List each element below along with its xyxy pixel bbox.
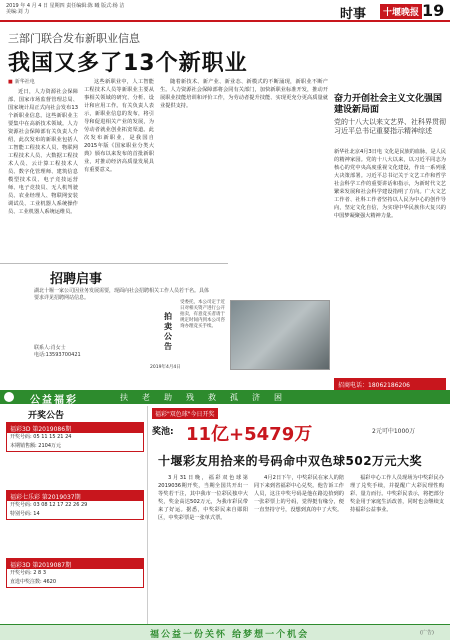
lottery-article-col-2-text: 4月2日下午，中奖彩民在家人的陪同下来到省福彩中心兑奖。他告诉工作人员，这注中奖号码是他在路边拾到的一张彩票上的号码，觉得挺有缘分，便一直坚持守号，没想到真的中了大奖。 [254, 475, 344, 513]
header-section: 时事 [340, 7, 367, 22]
lottery-banner-title: 公益福彩 [30, 395, 78, 406]
lottery-results-title: 开奖公告 [28, 411, 65, 421]
lottery-article-col-2 [254, 474, 344, 622]
article-col-3-text: 随着新技术、新产业、新业态、新模式的不断涌现，新职业不断产生。人力资源社会保障部将会同有关部门，加快新职业标准开发，推动开展职业技能培训和评价工作，为劳动者提升技能、实现更充分更高质量就业提供支持。 [160, 79, 328, 109]
lottery-result-box [6, 422, 144, 452]
lottery-result-row: 直选中奖注数: 4620 [10, 579, 56, 585]
article-col-1 [8, 78, 78, 258]
jackpot-prefix: 奖池: [152, 427, 174, 437]
recruitment-body: 湖北十堰一家公司因业务发展需要，现面向社会招聘相关工作人员若干名。具体要求详见招聘网站信息。 [34, 288, 210, 301]
lottery-result-head: 福彩3D 第2019087期 [7, 559, 143, 569]
auction-notice-body: 受委托，本公司定于近日对相关资产进行公开拍卖，有意竞买者请于规定时间内到本公司咨询办理竞买手续。 [180, 300, 225, 329]
article-byline: ■ 新华社电 [8, 78, 78, 86]
lottery-article-col-1-text: 3月31日晚，福彩双色球第2019036期开奖，当期全国共开出一等奖若干注，其中我市一位彩民独中大奖，奖金高达502万元，为我市彩民带来了好运。据悉，中奖彩民来自郧阳区，中奖彩票是一张单式票。 [158, 475, 248, 521]
lottery-result-row: 开奖号码: 03 08 12 17 22 26 29 [10, 502, 88, 508]
article-col-1-text: 近日，人力资源社会保障部、国家市场监督管理总局、国家统计局正式向社会发布13个新职业信息。这些新职业主要集中在高新技术领域。人力资源社会保障部有关负责人介绍，此次发布的新职业包括人工智能工程技术人员、物联网工程技术人员、大数据工程技术人员、云计算工程技术人员、数字化管理师、建筑信息模型技术员、电子竞技运营师、电子竞技员、无人机驾驶员、农业经理人、物联网安装调试员、工业机器人系统操作员、工业机器人系统运维员。 [8, 89, 78, 215]
page-header [0, 0, 450, 22]
lottery-banner-slogan: 扶老助残救孤济困 [120, 393, 296, 402]
lottery-result-box [6, 558, 144, 588]
page-number: 19 [422, 1, 445, 20]
welfare-lottery-logo-icon [4, 392, 14, 402]
footer-ad-tag: (广告) [420, 630, 434, 636]
recruitment-contact-name: 联系人:肖女士 [34, 345, 66, 351]
article-col-2 [84, 78, 154, 258]
footer-slogan: 福公益一份关怀 给梦想一个机会 [150, 630, 310, 640]
jackpot-note: 2元可中1000万 [372, 428, 416, 435]
ad-phone-bar: 招商电话：18062186206 [334, 378, 446, 390]
lottery-article-headline: 十堰彩友用拾来的号码命中双色球502万元大奖 [158, 454, 423, 468]
header-date: 2019 年 4 月 4 日 星期四 责任编辑:陈 曦 版式:杨 洁 美编:刘 力 [6, 3, 125, 15]
auction-notice-title: 拍卖公告 [164, 312, 172, 351]
lottery-banner [0, 390, 450, 404]
article-col-2-text: 这些新职业中，人工智能工程技术人员等新职业主要从事相关领域的研究、分析、设计和应用工作。有关负责人表示，新职业信息的发布，将引导和促进相关产业的发展，为劳动者就业创业拓宽渠道。此次发布新职业，是我国自2015年版《国家职业分类大典》颁布以来发布的首批新职业，对推动经济高质量发展具有重要意义。 [84, 79, 154, 173]
lottery-result-row: 本期销售额: 2104万元 [10, 443, 61, 449]
lottery-article-col-3-text: 福彩中心工作人员现场为中奖彩民办理了兑奖手续，并提醒广大彩民理性购彩、量力而行。中奖彩民表示，将把部分奖金用于家庭生活改善，同时也会继续支持福彩公益事业。 [350, 475, 444, 513]
lottery-result-row: 特别号码: 14 [10, 511, 40, 517]
recruitment-title: 招聘启事 [50, 272, 103, 287]
lottery-result-box [6, 490, 144, 520]
auction-notice-date: 2019年4月4日 [150, 365, 181, 370]
lottery-result-head: 福彩3D 第2019086期 [7, 423, 143, 433]
lottery-result-row: 开奖号码: 05 11 15 21 24 [10, 434, 72, 440]
header-brand: 十堰晚报 [380, 4, 422, 19]
lottery-result-head: 福彩七乐彩 第2019037期 [7, 491, 143, 501]
side-article-text: 新华社北京4月3日电 文化是民族的血脉，是人民的精神家园。党的十八大以来，以习近平同志为核心的党中央高度重视文化建设，作出一系列重大决策部署。习近平总书记关于文艺工作和哲学社会科学工作的重要讲话和指示，为新时代文艺繁荣发展和社会科学建设指明了方向。广大文艺工作者、社科工作者坚持以人民为中心的创作导向，坚定文化自信，为实现中华民族伟大复兴的中国梦凝聚强大精神力量。 [334, 149, 446, 219]
recruitment-contact [34, 345, 210, 359]
lottery-article-col-1 [158, 474, 248, 622]
side-article-title: 奋力开创社会主义文化强国建设新局面 [334, 94, 443, 115]
article-kicker: 三部门联合发布新职业信息 [8, 32, 140, 45]
lottery-article-col-3 [350, 474, 444, 622]
news-photo [230, 300, 330, 370]
article-col-3 [160, 78, 328, 258]
jackpot-label: 福彩"双色球"今日开奖 [152, 408, 218, 419]
jackpot-value: 11亿+5479万 [186, 424, 313, 445]
side-article-subtitle: 党的十八大以来文艺界、社科界贯彻习近平总书记重要指示精神综述 [334, 118, 446, 135]
page-footer [0, 624, 450, 640]
recruitment-contact-phone: 电话:13593700421 [34, 352, 81, 358]
article-headline: 我国又多了13个新职业 [8, 51, 248, 76]
lottery-result-row: 开奖号码: 2 8 3 [10, 570, 46, 576]
